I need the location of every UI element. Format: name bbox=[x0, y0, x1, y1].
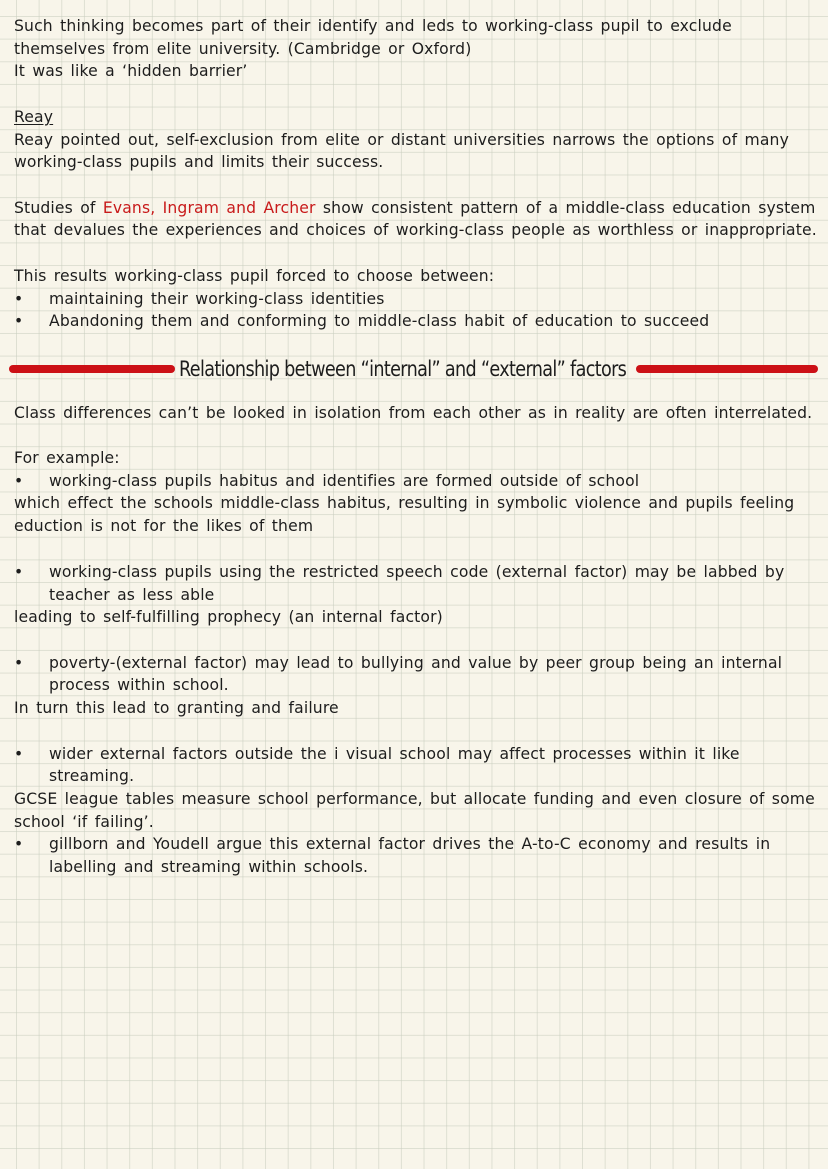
example-5-bullet-cont: labelling and streaming within schools. bbox=[49, 857, 369, 876]
example-3-bullet: poverty-(external factor) may lead to bullying and value by peer group being an internal bbox=[49, 653, 783, 672]
studies-prefix: Studies of bbox=[14, 198, 103, 217]
reay-title: Reay bbox=[14, 108, 54, 126]
intro-line-2: themselves from elite university. (Cambridge or Oxford) bbox=[14, 39, 472, 58]
bullet-marker: • bbox=[14, 312, 24, 331]
example-3-bullet-cont: process within school. bbox=[49, 676, 229, 695]
choice-intro: This results working-class pupil forced to choose between: bbox=[14, 267, 495, 285]
example-2-bullet-cont: teacher as less able bbox=[49, 585, 215, 604]
section-heading: Relationship between “internal” and “external” factors bbox=[179, 357, 627, 381]
example-5-bullet: gillborn and Youdell argue this external factor drives the A-to-C economy and results in bbox=[49, 835, 771, 854]
example-1-follow-2: eduction is not for the likes of them bbox=[14, 516, 314, 535]
studies-suffix: show consistent pattern of a middle-class education system bbox=[315, 198, 816, 217]
example-label: For example: bbox=[14, 449, 120, 467]
example-2-bullet: working-class pupils using the restricted speech code (external factor) may be labbed by bbox=[49, 563, 785, 581]
reay-line-1: Reay pointed out, self-exclusion from elite or distant universities narrows the options of many bbox=[14, 130, 789, 149]
intro-line-3: It was like a ‘hidden barrier’ bbox=[14, 62, 248, 81]
relationship-intro: Class differences can’t be looked in isolation from each other as in reality are often interrelated. bbox=[14, 403, 813, 422]
studies-names: Evans, Ingram and Archer bbox=[102, 198, 316, 217]
red-divider-left bbox=[9, 365, 175, 373]
example-4-follow-1: GCSE league tables measure school performance, but allocate funding and even closure of some bbox=[14, 789, 815, 808]
example-4-bullet: wider external factors outside the i visual school may affect processes within it like bbox=[49, 744, 740, 763]
intro-line-1: Such thinking becomes part of their identify and leds to working-class pupil to exclude bbox=[14, 17, 732, 35]
bullet-marker: • bbox=[14, 653, 24, 672]
bullet-marker: • bbox=[14, 563, 24, 581]
reay-line-2: working-class pupils and limits their success. bbox=[14, 153, 384, 171]
choice-bullet-1: maintaining their working-class identities bbox=[49, 289, 385, 308]
red-divider-right bbox=[636, 365, 818, 373]
bullet-marker: • bbox=[14, 835, 24, 854]
example-2-follow: leading to self-fulfilling prophecy (an internal factor) bbox=[14, 608, 443, 627]
bullet-marker: • bbox=[14, 471, 24, 490]
section-heading-row bbox=[0, 350, 828, 392]
studies-line-1 bbox=[14, 197, 816, 220]
example-4-bullet-cont: streaming. bbox=[49, 767, 135, 786]
bullet-marker: • bbox=[14, 744, 24, 763]
bullet-marker: • bbox=[14, 289, 24, 308]
choice-bullet-2: Abandoning them and conforming to middle-class habit of education to succeed bbox=[49, 312, 710, 331]
studies-line-2: that devalues the experiences and choices of working-class people as worthless or inappropriate. bbox=[14, 221, 817, 240]
example-4-follow-2: school ‘if failing’. bbox=[14, 812, 154, 831]
example-1-bullet: working-class pupils habitus and identifies are formed outside of school bbox=[49, 471, 640, 490]
example-3-follow: In turn this lead to granting and failure bbox=[14, 699, 339, 717]
example-1-follow-1: which effect the schools middle-class habitus, resulting in symbolic violence and pupils feeling bbox=[14, 494, 795, 513]
